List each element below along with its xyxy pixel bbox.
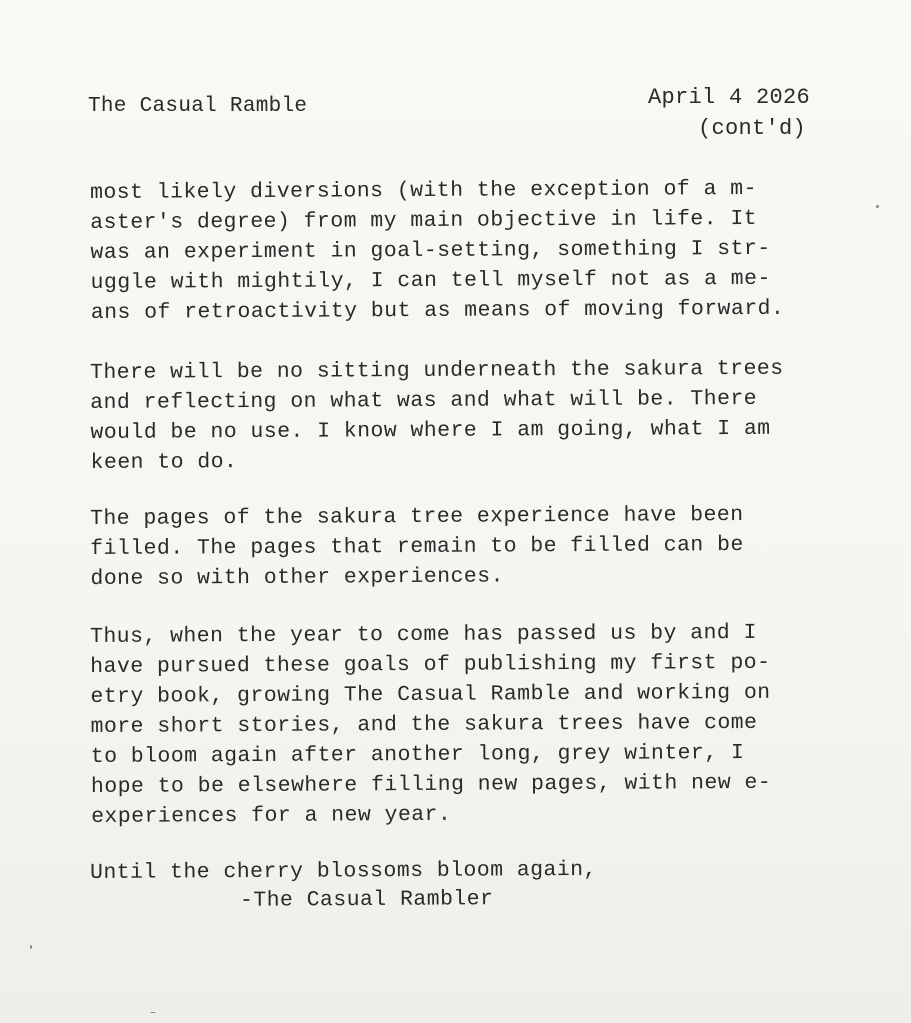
text-line: uggle with mightily, I can tell myself not as a me-	[90, 266, 771, 295]
text-line: keen to do.	[90, 450, 238, 475]
text-line: hope to be elsewhere filling new pages, with new e-	[90, 770, 772, 799]
ink-speck	[876, 205, 879, 208]
text-line: aster's degree) from my main objective in life. It	[90, 206, 758, 235]
ink-speck	[30, 945, 32, 949]
text-line: have pursued these goals of publishing my first po-	[90, 650, 771, 679]
ink-speck	[150, 1012, 156, 1013]
paragraph-1	[90, 174, 784, 328]
newsletter-title: The Casual Ramble	[88, 95, 308, 118]
closing-line: Until the cherry blossoms bloom again,	[90, 857, 597, 885]
paragraph-2	[90, 354, 784, 478]
text-line: filled. The pages that remain to be filled can be	[90, 533, 744, 561]
signature: -The Casual Rambler	[239, 887, 494, 913]
text-line: was an experiment in goal-setting, something I str-	[90, 236, 771, 265]
text-line: done so with other experiences.	[90, 564, 504, 591]
text-line: and reflecting on what was and what will be. There	[90, 386, 758, 415]
text-line: etry book, growing The Casual Ramble and working on	[90, 680, 771, 709]
paragraph-4	[90, 618, 771, 832]
text-line: Thus, when the year to come has passed us by and I	[90, 620, 757, 649]
continued-marker: (cont'd)	[698, 116, 807, 141]
text-line: most likely diversions (with the exception of a m-	[90, 176, 757, 205]
text-line: more short stories, and the sakura trees have come	[90, 710, 758, 739]
text-line: would be no use. I know where I am going, what I am	[90, 416, 771, 445]
text-line: experiences for a new year.	[91, 802, 452, 829]
date-line: April 4 2026	[648, 85, 811, 110]
text-line: The pages of the sakura tree experience have been	[90, 503, 744, 531]
text-line: to bloom again after another long, grey winter, I	[90, 741, 745, 769]
text-line: There will be no sitting underneath the sakura trees	[90, 356, 784, 385]
text-line: ans of retroactivity but as means of moving forward.	[90, 296, 785, 325]
paragraph-3	[90, 500, 744, 594]
